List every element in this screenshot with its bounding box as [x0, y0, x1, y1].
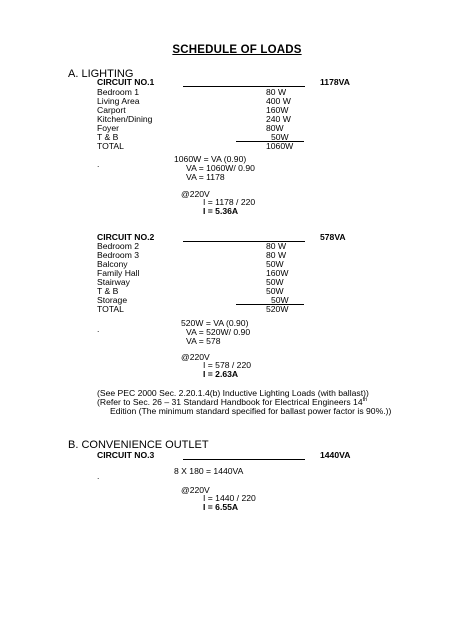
circuit-2-header-rule	[183, 241, 305, 242]
circuit-2-row-value: 50W	[266, 259, 284, 269]
circuit-1-row-label: Carport	[97, 105, 126, 115]
circuit-2-row-label: Balcony	[97, 259, 128, 269]
circuit-3-voltage: @220V	[181, 485, 210, 495]
circuit-3-dot: .	[97, 471, 100, 481]
circuit-1-row-value: 50W	[271, 132, 289, 142]
circuit-2-total-label: TOTAL	[97, 304, 124, 314]
circuit-1-total-label: TOTAL	[97, 141, 124, 151]
circuit-2-row-value: 50W	[271, 295, 289, 305]
circuit-2-total-value: 520W	[266, 304, 289, 314]
circuit-2-calc-line: VA = 578	[186, 336, 221, 346]
circuit-1-row-label: T & B	[97, 132, 119, 142]
circuit-1-name: CIRCUIT NO.1	[97, 77, 155, 87]
circuit-1-total-value: 1060W	[266, 141, 294, 151]
circuit-2-dot: .	[97, 324, 100, 334]
circuit-2-row-value: 160W	[266, 268, 289, 278]
circuit-2-row-value: 50W	[266, 286, 284, 296]
circuit-2-row-label: Storage	[97, 295, 128, 305]
circuit-1-voltage: @220V	[181, 189, 210, 199]
section-heading-lighting: A. LIGHTING	[68, 68, 134, 80]
circuit-1-row-label: Bedroom 1	[97, 87, 140, 97]
circuit-1-current-formula: I = 1178 / 220	[203, 197, 256, 207]
circuit-1-row-label: Living Area	[97, 96, 140, 106]
circuit-1-row-value: 80 W	[266, 87, 287, 97]
circuit-1-row-value: 400 W	[266, 96, 291, 106]
circuit-2-row-value: 80 W	[266, 250, 287, 260]
circuit-1-row-label: Foyer	[97, 123, 119, 133]
note-line: Edition (The minimum standard specified for ballast power factor is 90%.))	[110, 406, 392, 416]
circuit-2-name: CIRCUIT NO.2	[97, 232, 155, 242]
circuit-2-row-label: Bedroom 2	[97, 241, 140, 251]
circuit-1-calc-line: 1060W = VA (0.90)	[174, 154, 247, 164]
circuit-2-row-label: Family Hall	[97, 268, 140, 278]
circuit-3-current-result: I = 6.55A	[203, 502, 239, 512]
circuit-3-current-formula: I = 1440 / 220	[203, 493, 256, 503]
circuit-2-row-value: 80 W	[266, 241, 287, 251]
circuit-2-current-result: I = 2.63A	[203, 369, 239, 379]
circuit-2-total-va: 578VA	[320, 232, 346, 242]
circuit-2-row-label: Stairway	[97, 277, 130, 287]
note-line: (Refer to Sec. 26 – 31 Standard Handbook for Electrical Engineers 14th	[97, 397, 368, 407]
circuit-2-calc-line: VA = 520W/ 0.90	[186, 327, 251, 337]
circuit-1-row-label: Kitchen/Dining	[97, 114, 153, 124]
note-line: (See PEC 2000 Sec. 2.20.1.4(b) Inductive Lighting Loads (with ballast))	[97, 388, 369, 398]
circuit-2-row-value: 50W	[266, 277, 284, 287]
circuit-2-row-label: Bedroom 3	[97, 250, 140, 260]
circuit-1-total-va: 1178VA	[320, 77, 350, 87]
circuit-2-voltage: @220V	[181, 352, 210, 362]
circuit-1-calc-line: VA = 1060W/ 0.90	[186, 163, 255, 173]
circuit-2-row-label: T & B	[97, 286, 119, 296]
circuit-3-calc: 8 X 180 = 1440VA	[174, 466, 244, 476]
circuit-3-name: CIRCUIT NO.3	[97, 450, 155, 460]
circuit-1-header-rule	[183, 86, 305, 87]
circuit-1-dot: .	[97, 159, 100, 169]
circuit-3-total-va: 1440VA	[320, 450, 351, 460]
circuit-3-header-rule	[183, 459, 305, 460]
page-title: SCHEDULE OF LOADS	[172, 44, 302, 56]
circuit-1-row-value: 160W	[266, 105, 289, 115]
circuit-1-calc-line: VA = 1178	[186, 172, 225, 182]
circuit-1-current-result: I = 5.36A	[203, 206, 239, 216]
circuit-2-current-formula: I = 578 / 220	[203, 360, 252, 370]
section-heading-convenience-outlet: B. CONVENIENCE OUTLET	[68, 439, 209, 451]
circuit-1-row-value: 80W	[266, 123, 284, 133]
circuit-1-row-value: 240 W	[266, 114, 291, 124]
circuit-2-calc-line: 520W = VA (0.90)	[181, 318, 249, 328]
